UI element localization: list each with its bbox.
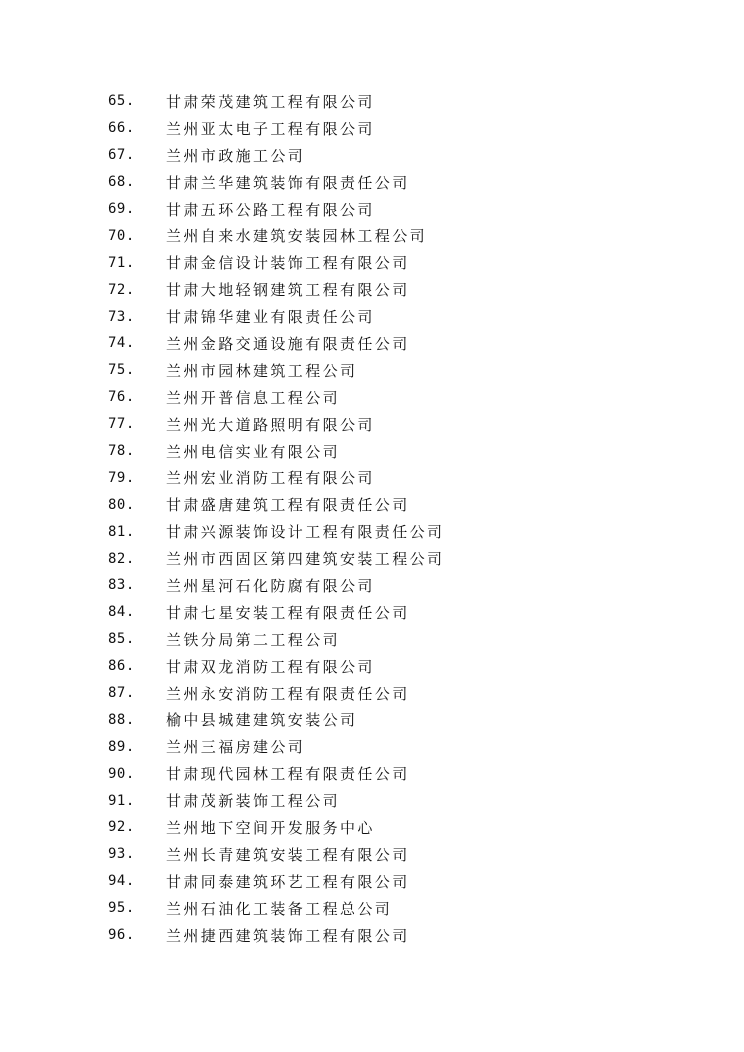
list-item <box>108 841 444 868</box>
company-name: 兰州永安消防工程有限责任公司 <box>166 684 410 703</box>
item-number: 79. <box>108 469 135 486</box>
company-name: 甘肃双龙消防工程有限公司 <box>166 657 375 676</box>
item-number: 82. <box>108 550 135 567</box>
list-item <box>108 518 444 545</box>
list-item <box>108 680 444 707</box>
item-number: 93. <box>108 846 135 863</box>
company-name: 兰州亚太电子工程有限公司 <box>166 119 375 138</box>
company-name: 兰州捷西建筑装饰工程有限公司 <box>166 926 410 945</box>
list-item <box>108 545 444 572</box>
list-item <box>108 491 444 518</box>
list-item <box>108 384 444 411</box>
company-name: 兰州三福房建公司 <box>166 738 306 757</box>
item-number: 78. <box>108 443 135 460</box>
item-number: 87. <box>108 685 135 702</box>
item-number: 66. <box>108 120 135 137</box>
list-item <box>108 464 444 491</box>
company-name: 兰州地下空间开发服务中心 <box>166 818 375 837</box>
list-item <box>108 787 444 814</box>
list-item <box>108 895 444 922</box>
item-number: 92. <box>108 819 135 836</box>
item-number: 69. <box>108 201 135 217</box>
company-name: 甘肃盛唐建筑工程有限责任公司 <box>166 496 410 515</box>
item-number: 65. <box>108 93 135 110</box>
company-name: 甘肃兴源装饰设计工程有限责任公司 <box>166 523 445 542</box>
list-item <box>108 868 444 895</box>
item-number: 96. <box>108 927 135 944</box>
list-item <box>108 88 444 115</box>
list-item <box>108 142 444 169</box>
item-number: 75. <box>108 362 135 379</box>
item-number: 77. <box>108 416 135 433</box>
company-name: 甘肃大地轻钢建筑工程有限公司 <box>166 281 410 300</box>
item-number: 94. <box>108 873 135 890</box>
company-name: 兰铁分局第二工程公司 <box>166 630 341 649</box>
item-number: 74. <box>108 335 135 352</box>
list-item <box>108 249 444 276</box>
company-name: 兰州金路交通设施有限责任公司 <box>166 334 410 353</box>
company-name: 甘肃五环公路工程有限公司 <box>166 200 375 219</box>
list-item <box>108 733 444 760</box>
item-number: 80. <box>108 496 135 513</box>
item-number: 89. <box>108 738 135 755</box>
item-number: 76. <box>108 389 135 406</box>
list-item <box>108 276 444 303</box>
company-name: 兰州宏业消防工程有限公司 <box>166 469 375 488</box>
list-item <box>108 357 444 384</box>
item-number: 73. <box>108 308 135 325</box>
item-number: 86. <box>108 658 135 675</box>
list-item <box>108 922 444 949</box>
list-item <box>108 411 444 438</box>
company-name: 兰州市西固区第四建筑安装工程公司 <box>166 550 445 569</box>
company-name: 兰州光大道路照明有限公司 <box>166 415 375 434</box>
list-item <box>108 760 444 787</box>
company-name: 兰州开普信息工程公司 <box>166 388 341 407</box>
company-name: 甘肃茂新装饰工程公司 <box>166 792 341 811</box>
item-number: 68. <box>108 174 135 191</box>
company-name: 兰州星河石化防腐有限公司 <box>166 576 375 595</box>
company-name: 兰州市园林建筑工程公司 <box>166 361 358 380</box>
item-number: 70. <box>108 227 135 244</box>
item-number: 71. <box>108 254 135 271</box>
company-name: 兰州自来水建筑安装园林工程公司 <box>166 227 428 246</box>
list-item <box>108 303 444 330</box>
item-number: 90. <box>108 765 135 782</box>
item-number: 83. <box>108 577 135 594</box>
item-number: 91. <box>108 792 135 809</box>
company-name: 甘肃同泰建筑环艺工程有限公司 <box>166 872 410 891</box>
list-item <box>108 222 444 249</box>
company-name: 榆中县城建建筑安装公司 <box>166 711 358 730</box>
list-item <box>108 115 444 142</box>
company-list <box>108 88 444 949</box>
list-item <box>108 438 444 465</box>
list-item <box>108 196 444 223</box>
company-name: 兰州石油化工装备工程总公司 <box>166 899 393 918</box>
item-number: 81. <box>108 523 135 540</box>
item-number: 84. <box>108 604 135 621</box>
company-name: 兰州市政施工公司 <box>166 146 306 165</box>
list-item <box>108 814 444 841</box>
list-item <box>108 330 444 357</box>
item-number: 85. <box>108 631 135 648</box>
list-item <box>108 572 444 599</box>
list-item <box>108 626 444 653</box>
company-name: 甘肃现代园林工程有限责任公司 <box>166 765 410 784</box>
item-number: 67. <box>108 147 135 164</box>
list-item <box>108 706 444 733</box>
company-name: 甘肃七星安装工程有限责任公司 <box>166 603 410 622</box>
company-name: 兰州长青建筑安装工程有限公司 <box>166 845 410 864</box>
company-name: 甘肃金信设计装饰工程有限公司 <box>166 254 410 273</box>
list-item <box>108 653 444 680</box>
company-name: 甘肃锦华建业有限责任公司 <box>166 308 375 327</box>
item-number: 72. <box>108 281 135 298</box>
list-item <box>108 599 444 626</box>
company-name: 兰州电信实业有限公司 <box>166 442 341 461</box>
item-number: 95. <box>108 900 135 917</box>
list-item <box>108 169 444 196</box>
item-number: 88. <box>108 711 135 728</box>
company-name: 甘肃荣茂建筑工程有限公司 <box>166 92 375 111</box>
company-name: 甘肃兰华建筑装饰有限责任公司 <box>166 173 410 192</box>
